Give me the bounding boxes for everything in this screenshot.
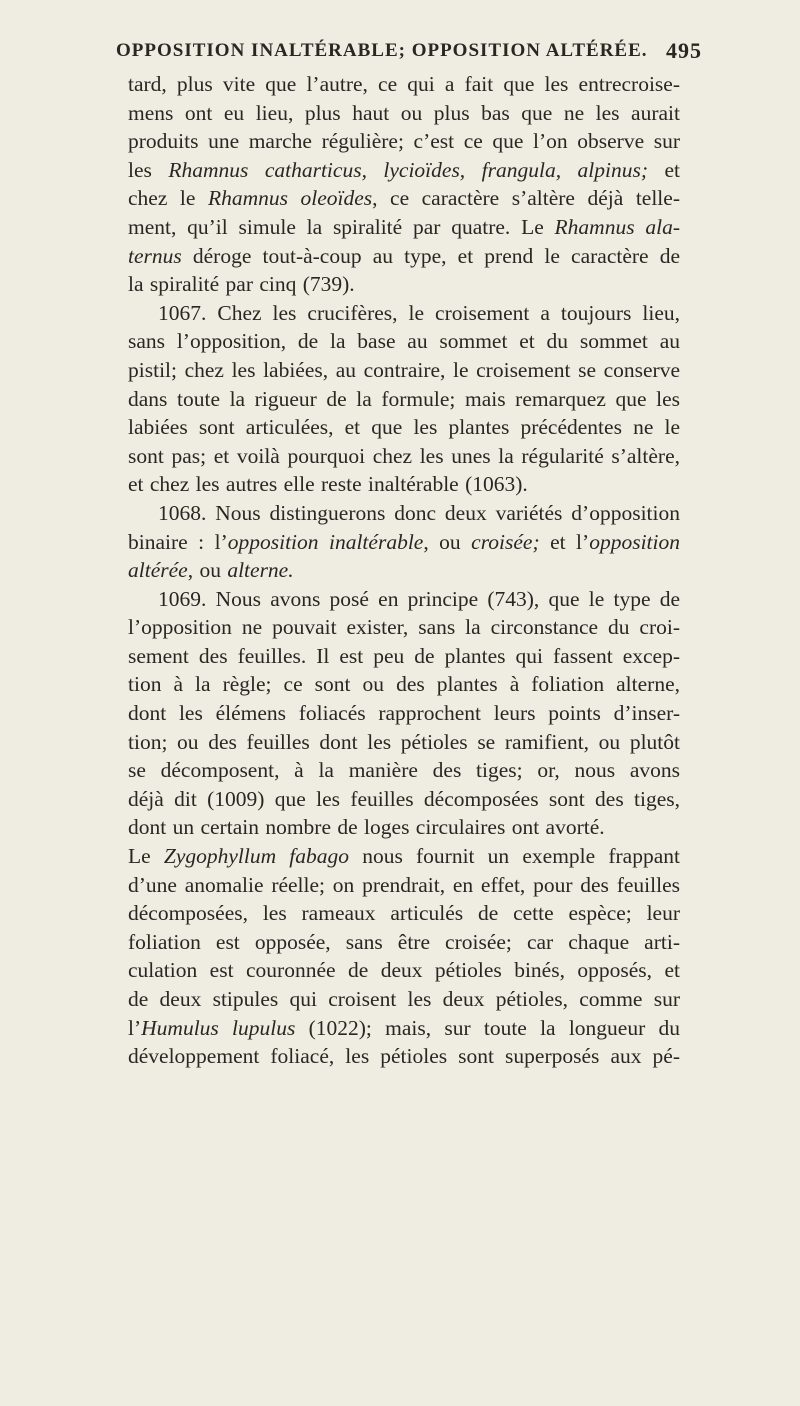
text-line: foliation est opposée, sans être croisée; car chaque arti- [128, 929, 680, 954]
text-line: pistil; chez les labiées, au contraire, le croisement se conserve [128, 357, 680, 382]
text-line: sans l’opposition, de la base au sommet et du sommet au [128, 329, 680, 354]
text-line: développement foliacé, les pétioles sont superposés aux pé- [128, 1044, 680, 1069]
text-line: mens ont eu lieu, plus haut ou plus bas que ne les aurait [128, 100, 680, 125]
text-line: dans toute la rigueur de la formule; mais remarquez que les [128, 386, 680, 411]
text-line: ment, qu’il simule la spiralité par quatre. Le Rhamnus ala- [128, 214, 680, 239]
text-line: sement des feuilles. Il est peu de plantes qui fassent excep- [128, 643, 680, 668]
text-line: binaire : l’opposition inaltérable, ou croisée; et l’opposition [128, 529, 680, 554]
text-line: tion à la règle; ce sont ou des plantes à foliation alterne, [128, 672, 680, 697]
running-head [116, 26, 702, 70]
running-title: OPPOSITION INALTÉRABLE; OPPOSITION ALTÉRÉE. [116, 40, 648, 61]
text-line: les Rhamnus catharticus, lycioïdes, frangula, alpinus; et [128, 157, 680, 182]
text-line: culation est couronnée de deux pétioles binés, opposés, et [128, 958, 680, 983]
text-line: l’opposition ne pouvait exister, sans la circonstance du croi- [128, 615, 680, 640]
text-line: et chez les autres elle reste inaltérable (1063). [128, 472, 528, 497]
page-number: 495 [666, 38, 702, 63]
text-line: 1069. Nous avons posé en principe (743), que le type de [158, 586, 680, 611]
text-line: décomposées, les rameaux articulés de cette espèce; leur [128, 901, 680, 926]
text-line: chez le Rhamnus oleoïdes, ce caractère s’altère déjà telle- [128, 186, 680, 211]
text-line: 1068. Nous distinguerons donc deux variétés d’opposition [158, 500, 680, 525]
text-line: Le Zygophyllum fabago nous fournit un exemple frappant [128, 844, 680, 869]
text-line: produits une marche régulière; c’est ce que l’on observe sur [128, 129, 680, 154]
text-line: 1067. Chez les crucifères, le croisement a toujours lieu, [158, 300, 680, 325]
text-line: d’une anomalie réelle; on prendrait, en effet, pour des feuilles [128, 872, 680, 897]
text-line: sont pas; et voilà pourquoi chez les unes la régularité s’altère, [128, 443, 680, 468]
text-line: dont les élémens foliacés rapprochent leurs points d’inser- [128, 701, 680, 726]
text-line: déjà dit (1009) que les feuilles décomposées sont des tiges, [128, 786, 680, 811]
text-line: de deux stipules qui croisent les deux pétioles, comme sur [128, 987, 680, 1011]
text-line: labiées sont articulées, et que les plantes précédentes ne le [128, 415, 680, 440]
text-line: dont un certain nombre de loges circulaires ont avorté. [128, 815, 605, 840]
text-line: tard, plus vite que l’autre, ce qui a fait que les entrecroise- [128, 72, 680, 96]
text-line: se décomposent, à la manière des tiges; or, nous avons [128, 758, 680, 783]
text-line: tion; ou des feuilles dont les pétioles se ramifient, ou plutôt [128, 729, 680, 754]
text-line: la spiralité par cinq (739). [128, 272, 355, 297]
text-line: altérée, ou alterne. [128, 558, 294, 583]
text-line: l’Humulus lupulus (1022); mais, sur toute la longueur du [128, 1015, 680, 1040]
text-line: ternus déroge tout-à-coup au type, et prend le caractère de [128, 243, 680, 268]
body-text [128, 70, 680, 1071]
